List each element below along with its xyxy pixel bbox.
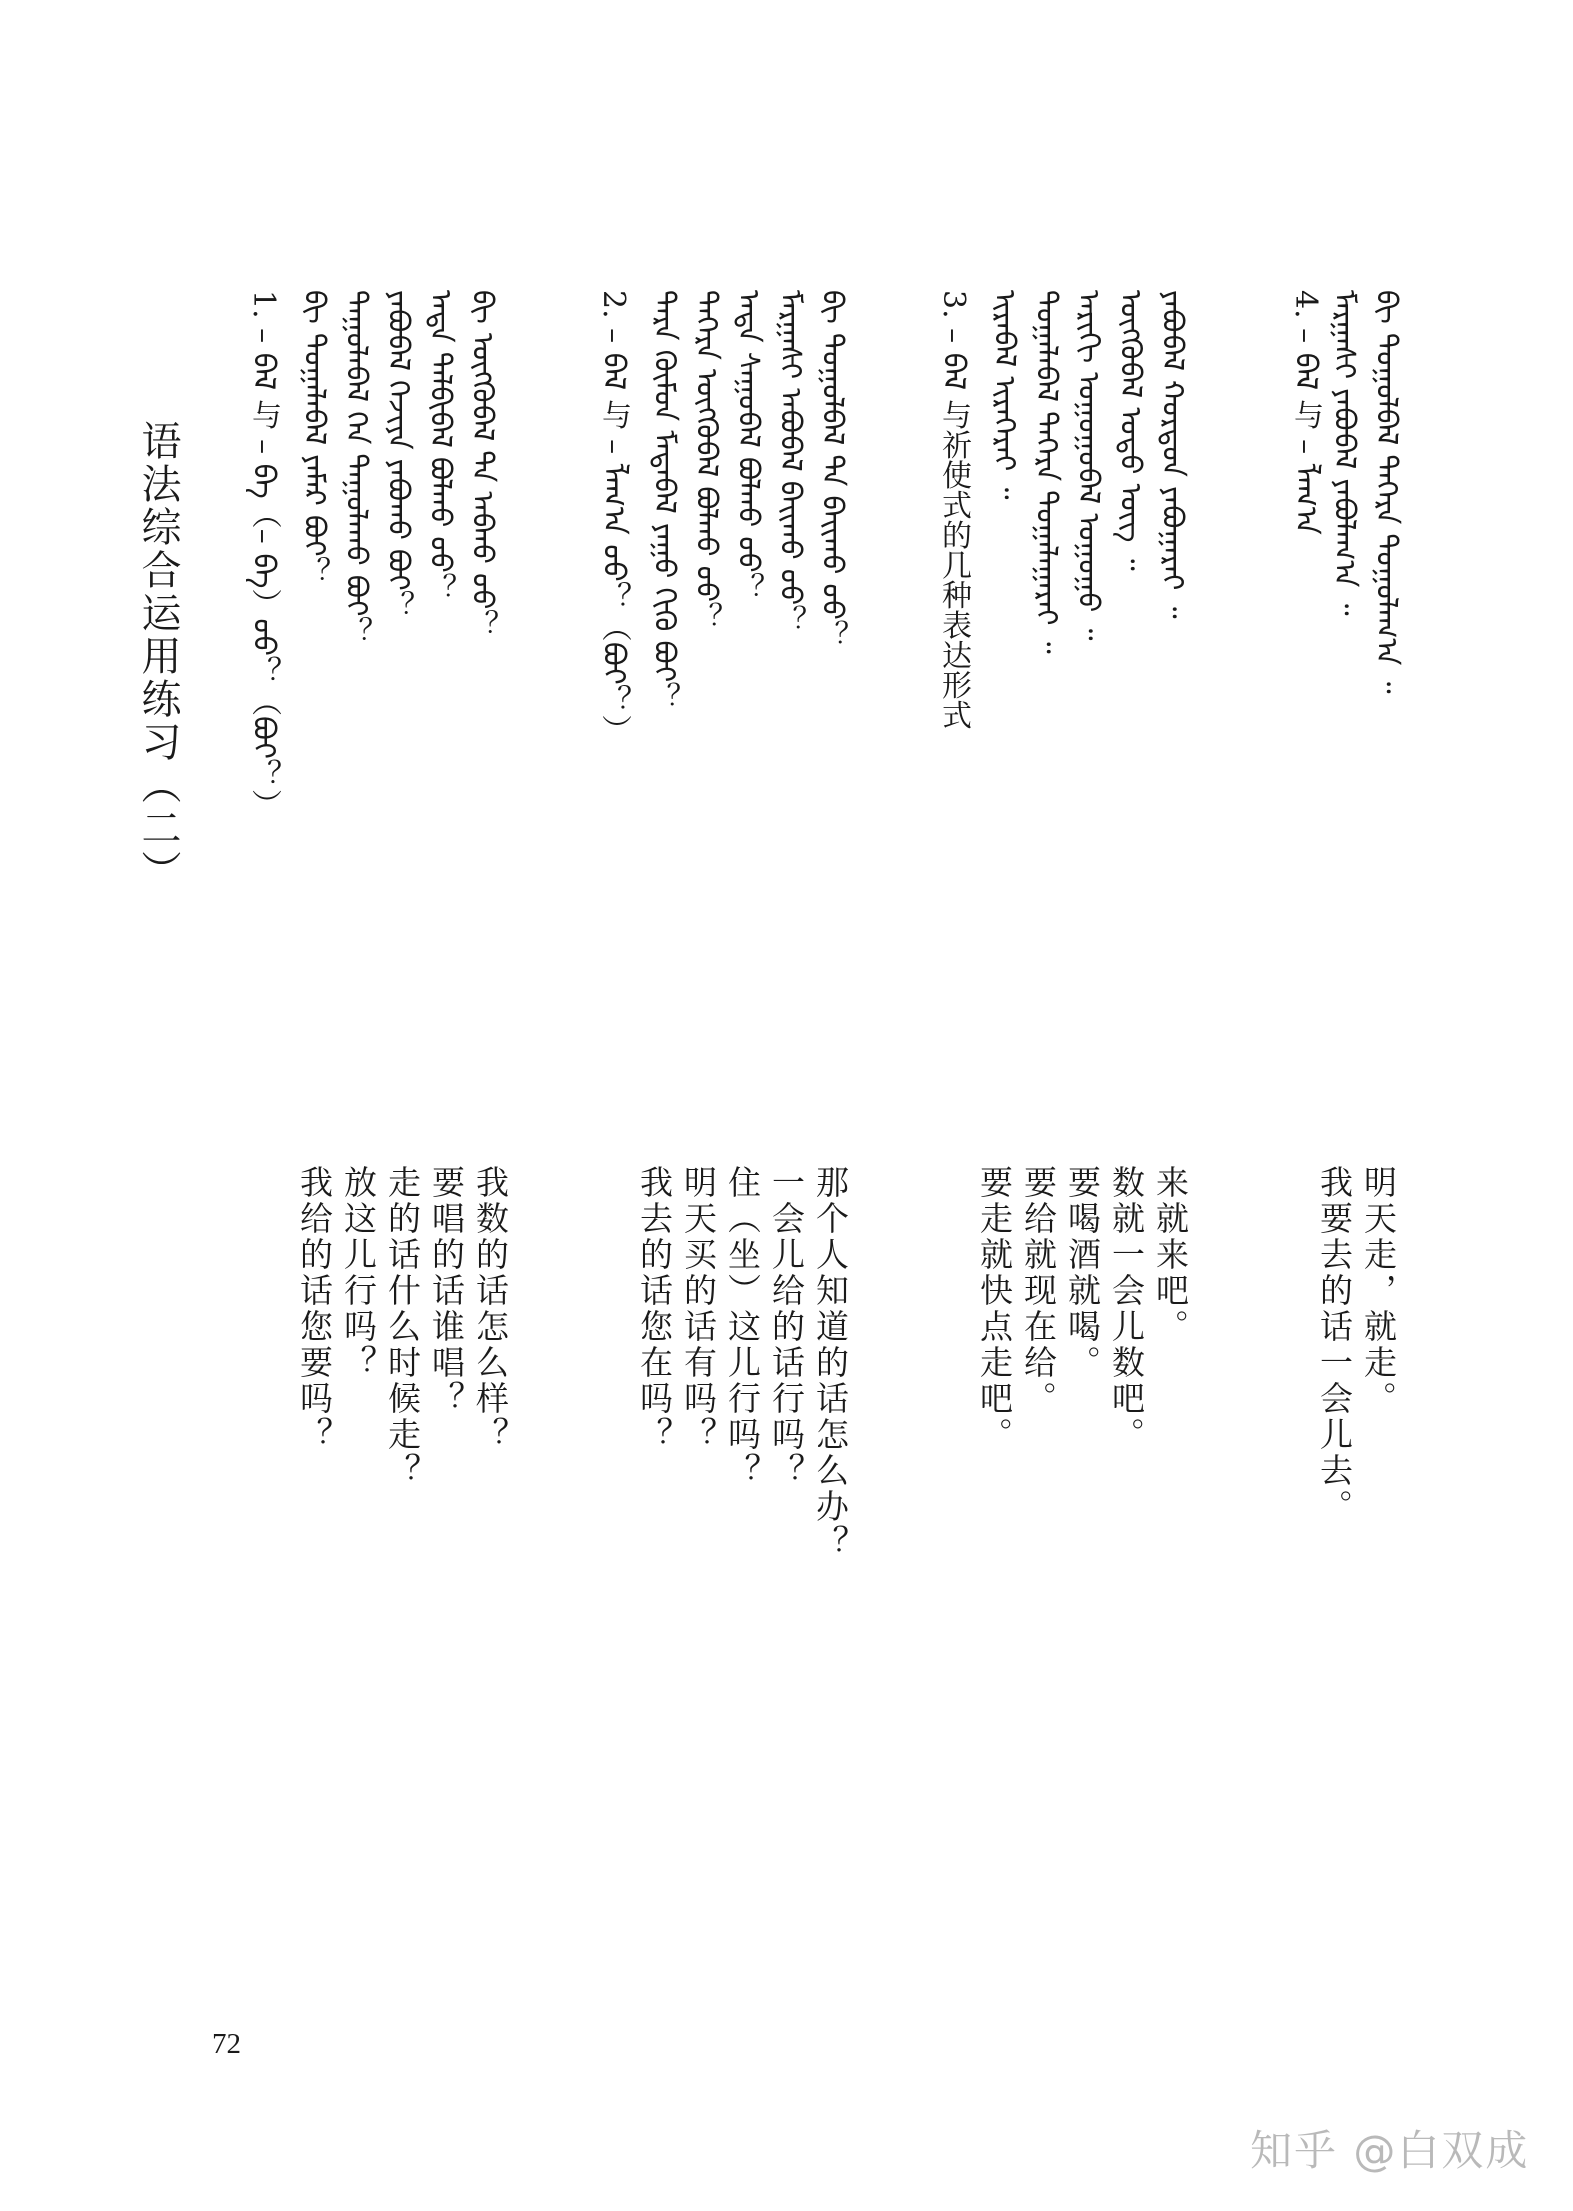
page-title: 语法综合运用练习（二） [135,420,181,893]
section-2-mongolian-line-1: ᠲᠡᠷᠡ ᠬᠦᠮᠦᠨ ᠮᠡᠳᠡᠪᠡᠯ ᠶᠠᠭᠤ ᠬᠢᠬᠦ ᠪᠤᠢ？ [648,290,682,712]
section-2-heading: 2. – ᠪᠠᠯ 与 – ᠯᠠᠭ᠎ᠠ ᠤᠤ？（ᠪᠤᠢ？） [596,290,631,745]
section-3-chinese-line-5: 要走就快点走吧。 [975,1165,1014,1453]
section-2-mongolian-line-2: ᠳᠡᠭᠡᠷᠡ ᠥᠭᠭᠦᠪᠡᠯ ᠪᠣᠯᠬᠤ ᠤᠤ？ [690,290,724,632]
section-3-mongolian-line-1: ᠢᠷᠡᠪᠡᠯ ᠢᠷᠡᠭᠡᠷᠡᠢ ᠃ [988,290,1022,500]
section-2-chinese-line-3: 住（坐）这儿行吗？ [723,1165,762,1489]
section-3-heading: 3. – ᠪᠠᠯ 与祈使式的几种表达形式 [936,290,971,730]
section-1-mongolian-line-4: ᠡᠨᠳᠡ ᠲᠠᠯᠪᠢᠪᠠᠯ ᠪᠣᠯᠬᠤ ᠤᠤ？ [424,290,458,602]
section-1-mongolian-line-2: ᠳᠠᠭᠤᠯᠠᠪᠠᠯ ᠬᠡᠨ ᠳᠠᠭᠤᠯᠠᠬᠤ ᠪᠤᠢ？ [340,290,374,646]
section-1-mongolian-line-1: ᠪᠢ ᠲᠣᠭᠠᠯᠠᠪᠠᠯ ᠶᠠᠮᠠᠷ ᠪᠤᠢ？ [298,290,332,586]
section-2-chinese-line-1: 那个人知道的话怎么办？ [811,1165,850,1561]
page-number: 72 [212,2028,241,2060]
section-3-chinese-line-2: 数就一会儿数吧。 [1107,1165,1146,1453]
section-1-chinese-line-1: 我数的话怎么样？ [471,1165,510,1453]
section-1-chinese-line-5: 我给的话您要吗？ [295,1165,334,1453]
section-2-mongolian-line-3: ᠡᠨᠳᠡ ᠰᠠᠭᠤᠪᠠᠯ ᠪᠣᠯᠬᠤ ᠤᠤ？ [732,290,766,602]
section-1-chinese-line-2: 要唱的话谁唱？ [427,1165,466,1417]
section-4-mongolian-line-2: ᠪᠢ ᠲᠤᠭᠤᠯᠪᠠᠯ ᠳᠡᠭᠡᠷᠡ ᠲᠤᠭᠤᠯᠠᠭ᠎ᠠ ᠃ [1370,290,1404,694]
section-4-chinese-line-2: 明天走，就走。 [1359,1165,1398,1417]
watermark: 知乎 @白双成 [1250,2126,1530,2175]
section-2-chinese-line-4: 明天买的话有吗？ [679,1165,718,1453]
section-2-chinese-line-5: 我去的话您在吗？ [635,1165,674,1453]
section-2-mongolian-line-4: ᠮᠠᠷᠭᠠᠰᠢ ᠠᠪᠤᠪᠠᠯ ᠪᠠᠢᠬᠤ ᠤᠤ？ [774,290,808,635]
section-1-chinese-line-3: 走的话什么时候走？ [383,1165,422,1489]
section-1-mongolian-line-5: ᠪᠢ ᠥᠭᠭᠦᠪᠡᠯ ᠲᠠ ᠠᠪᠬᠤ ᠤᠤ？ [466,290,500,639]
section-3-mongolian-line-2: ᠲᠣᠭᠠᠯᠠᠪᠠᠯ ᠳᠡᠭᠡᠷᠡ ᠲᠣᠭᠠᠯᠠᠭᠠᠷᠠᠢ ᠃ [1030,290,1064,654]
section-4-mongolian-line-1: ᠮᠠᠷᠭᠠᠰᠢ ᠶᠠᠪᠤᠪᠠᠯ ᠶᠠᠪᠤᠯᠠᠭ᠎ᠠ ᠃ [1328,290,1362,616]
section-3-chinese-line-4: 要给就现在给。 [1019,1165,1058,1417]
section-1-mongolian-line-3: ᠶᠠᠪᠤᠪᠠᠯ ᠬᠡᠵᠢᠶᠡ ᠶᠠᠪᠤᠬᠤ ᠪᠤᠢ？ [382,290,416,620]
section-4-heading: 4. – ᠪᠠᠯ 与 – ᠯᠠᠭ᠎ᠠ [1288,290,1323,535]
section-2-chinese-line-2: 一会儿给的话行吗？ [767,1165,806,1489]
section-3-mongolian-line-3: ᠠᠷᠢᠬᠢ ᠤᠭᠤᠭᠤᠪᠠᠯ ᠤᠭᠤᠭᠤ ᠃ [1072,290,1106,641]
section-1-chinese-line-4: 放这儿行吗？ [339,1165,378,1381]
section-1-heading: 1. – ᠪᠠᠯ 与 – ᠪᠠ（– ᠪᠡ）ᠤᠤ？（ᠪᠤᠢ？） [246,290,281,819]
section-4-chinese-line-1: 我要去的话一会儿去。 [1315,1165,1354,1525]
section-2-mongolian-line-5: ᠪᠢ ᠲᠤᠭᠤᠯᠪᠠᠯ ᠲᠠ ᠪᠠᠢᠬᠤ ᠤᠤ？ [816,290,850,649]
section-3-chinese-line-3: 要喝酒就喝。 [1063,1165,1102,1381]
section-3-chinese-line-1: 来就来吧。 [1151,1165,1190,1345]
section-3-mongolian-line-5: ᠶᠠᠪᠤᠪᠠᠯ ᠬᠤᠷᠳᠤᠨ ᠶᠠᠪᠤᠭᠠᠷᠠᠢ ᠃ [1156,290,1190,619]
section-3-mongolian-line-4: ᠥᠭᠭᠦᠪᠡᠯ ᠣᠳᠣ ᠥᠭ ᠃ [1114,290,1148,571]
